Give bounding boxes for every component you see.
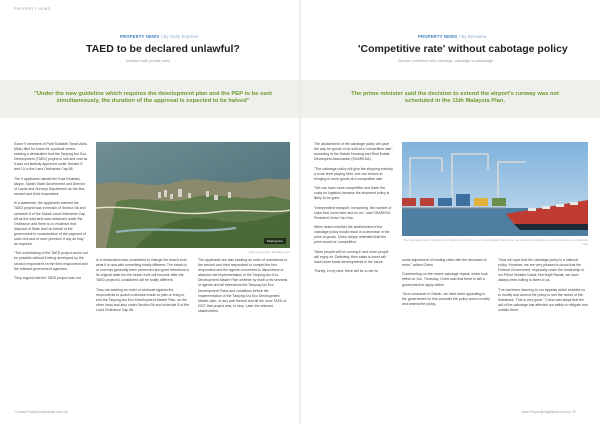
paragraph: The 9 applicants named the Kota Kinabalu Mayor, Sabah State Government and Director of Lands and Surveys Department as the first, second and third respondent. (14, 176, 86, 197)
paragraph: The applicants are also seeking an order of mandamus to the second and third respondent to compel the first respondent and the agents concerned to discontinue or abandon the implementation of the Tanjung Aru Eco Development Master Plan whether by itself or its servants or agents and all extensions the Tanjung Aru Eco Development Plans and conditions before the implementation of the Tanjung Aru Eco Development Master plan, or any part thereof and all the once TAED or 2027 that project was, to stop. Later the relevant stakeholders. (198, 258, 288, 313)
paragraph: Some 9 members of Parti Solidariti Tanah Airku (Star) filed for leave for a judicial review seeking a declaration that the Tanjung Aru Eco Development (TAED) project is null and void as it was not lawfully approved under Section 9 and 10 of the Land Ordinance Cap 68. (14, 142, 88, 172)
kicker-section: PROPERTY NEWS (120, 34, 160, 39)
paragraph: "Independent transport, forwarding, the number of ships that come here and so on," said SHAREDA President Chew Yau Han. (314, 205, 392, 220)
paragraph: They argued that the TAED project was not (14, 275, 81, 280)
pull-quote-band (300, 80, 600, 118)
left-column-3 (198, 258, 290, 318)
kicker-section: PROPERTY NEWS (418, 34, 458, 39)
paragraph: "Now we hope that the cabotage policy is a national policy. However, we are very pleased to know that the Federal Government, especially under the leadership of our Prime Minister Datuk Seri Najib Razak, we have always been willing to listen to us. (498, 258, 585, 283)
article-subline: Service combined with cabotage, cabotage to advantage (398, 59, 494, 63)
paragraph: some adjustment of existing rates with the decrease of rents," added Chew. (402, 258, 487, 268)
photo-location-tag: Tanjung Aru (264, 238, 286, 244)
paragraph: "I've had been listening to our appeals which enables us to modify and amend the policy to suit the needs of the Sabahans. This is very good." Chew said adopt that the aid of the cabotage has affected our ability to mitigate and contain them. (498, 287, 588, 313)
photo-caption: The cabotage policy will give the shipping industry a more level playing field, one can reduce to bringing in more goods at a competitive rate (403, 238, 588, 247)
running-head: PROPERTY NEWS (14, 7, 51, 11)
paragraph: in a reclamation was considered to change the beach from what it is now with something totally different. The beach is or now has generally been preserved and gone retentions in its original state but the beach front will become after the TAED project is considered will be totally different. (96, 258, 190, 283)
paragraph: "The undertaking of the TAED project would not be possible without it being developed by the second respondent on the third respondent and the relevant government agencies. (14, 251, 88, 271)
article-headline: TAED to be declared unlawful? (86, 43, 240, 55)
cargo-port-photo (402, 142, 588, 236)
paragraph: "Surely, in my view, there will be a role for (314, 269, 379, 273)
article-kicker: PROPERTY NEWS | By Daily Express (120, 34, 199, 39)
kicker-byline: By Daily Express (163, 34, 199, 39)
paragraph: "More people will be coming in and more people will enjoy on. Definitely, then sales is lower will have lower some developments in the future. (314, 249, 389, 264)
paragraph: Commenting on the recent cabotage repeal, which took effect on Jun. Thursday, Chew said that there is still a government to apply within. (402, 272, 488, 287)
photo-caption: Tanjung Aru Eco Development (248, 250, 290, 254)
kicker-byline: By Bernama (461, 34, 487, 39)
aerial-rendering-image (96, 142, 290, 248)
paragraph: The abolishment of the cabotage policy will pave the way for goods to be sold at a 'competitive rate', according to the Sabah Housing and Real Estate Developers Association (SHAREDA). (314, 142, 393, 162)
right-column-3 (498, 258, 588, 317)
article-subline: Invested with private party (126, 59, 171, 63)
left-column-2 (96, 258, 190, 317)
paragraph: "The cabotage policy will give the shipping industry a more level playing field, one can reduce to bringing in more goods at a competitive rate. (314, 166, 393, 181)
paragraph: "We can have more competitive and lower the costs for logistics because the shipment policy is likely to be gone. (314, 186, 390, 201)
right-page-footer: www.PropertyInsightAsia.com.my 75 (522, 410, 576, 414)
left-page-footer: 74 www.PropertyInsightAsia.com.my (14, 410, 68, 414)
paragraph: They are seeking an order of certiorari against the respondents to quash a decision made to plan or bring to end the Tanjung Aru Eco Development Master Plan, on the other hand and also under Section 9A and schedule 8 of the Land Ordinance Cap 68. (96, 287, 190, 313)
article-kicker: PROPERTY NEWS | By Bernama (418, 34, 487, 39)
cargo-port-image (402, 142, 588, 236)
pull-quote-band (0, 80, 300, 118)
right-column-1 (314, 142, 394, 278)
paragraph: "As a consumer in Sabah, we have been appealing to the government for this consider the policy and to modify and amend the policy. (402, 291, 490, 307)
paragraph: In a statement, the applicants claimed the TAED project was in breach of Section 9A and schedule 8 of the Sabah Land Ordinance Cap 68 as the said land was reclaimed under the Ordinance and there is no evidence that disposal of State land on behalf of the government in consideration of the payment of such rent and of such premium if any as may be required. (14, 201, 86, 247)
pull-quote: "Under the new guideline which requires the development plan and the PEP to be sent simultaneously, the duration of the approval is expected to be halved" (34, 91, 272, 105)
article-headline: 'Competitive rate' without cabotage policy (358, 43, 568, 55)
pull-quote: The prime minister said the decision to extend the airport's runway was not scheduled in the 11th Malaysia Plan. (351, 91, 559, 105)
left-column-1 (14, 142, 88, 285)
page-gutter (299, 0, 301, 424)
right-column-2 (402, 258, 490, 311)
paragraph: When asked whether the abolishment of the cabotage policy would result in a decrease in the price of goods, Chew simply reiterated that the price would be 'competitive'. (314, 224, 390, 245)
aerial-rendering-photo (96, 142, 290, 248)
